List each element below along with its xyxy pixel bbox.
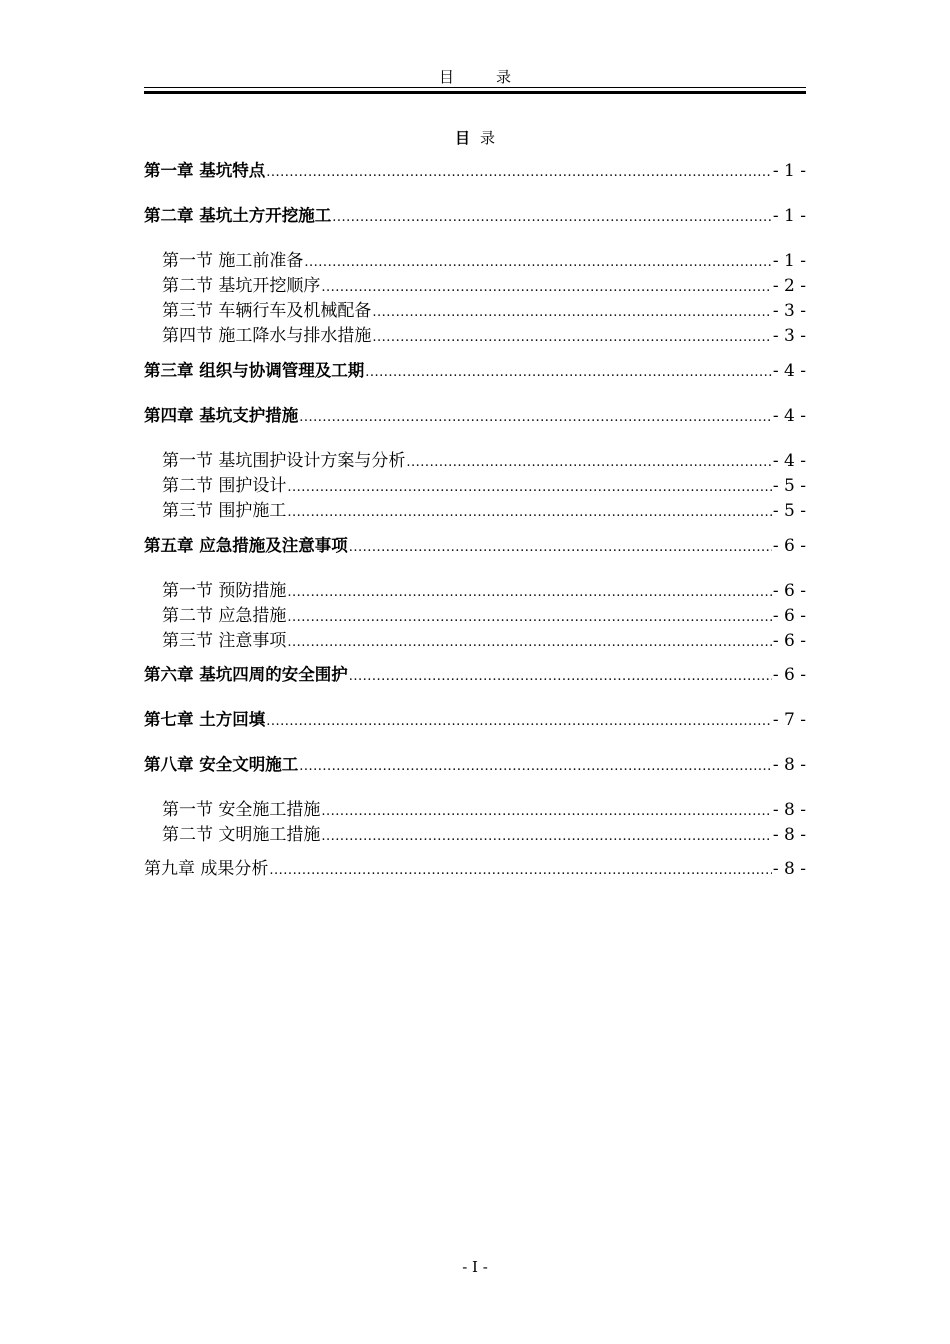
toc-entry[interactable] <box>162 475 806 499</box>
toc-entry[interactable] <box>144 664 806 688</box>
toc-entry-page: - 4 - <box>772 361 806 381</box>
toc-entry-page: - 4 - <box>772 451 806 471</box>
toc-entry[interactable] <box>144 754 806 778</box>
toc-entry-page: - 6 - <box>772 665 806 685</box>
toc-dot-leader <box>349 537 772 559</box>
footer-page-number: - I - <box>462 1258 488 1276</box>
toc-dot-leader <box>332 207 772 229</box>
toc-entry[interactable] <box>144 360 806 384</box>
toc-dot-leader <box>299 756 772 778</box>
toc-heading-prefix: 目 <box>454 129 470 147</box>
toc-entry[interactable] <box>144 405 806 429</box>
toc-entry[interactable] <box>162 580 806 604</box>
toc-dot-leader <box>299 407 772 429</box>
toc-entry-page: - 7 - <box>772 710 806 730</box>
toc-entry-title: 第七章 土方回填 <box>144 710 266 729</box>
toc-dot-leader <box>266 711 772 733</box>
toc-entry[interactable] <box>144 709 806 733</box>
toc-dot-leader <box>365 362 772 384</box>
toc-dot-leader <box>372 302 771 324</box>
toc-entry[interactable] <box>162 450 806 474</box>
toc-entry-page: - 6 - <box>772 536 806 556</box>
toc-entry-title: 第二节 文明施工措施 <box>162 825 321 845</box>
toc-dot-leader <box>321 801 771 823</box>
toc-heading-suffix: 录 <box>480 129 496 147</box>
toc-entry-page: - 6 - <box>772 581 806 601</box>
toc-entry-page: - 1 - <box>772 206 806 226</box>
toc-entry-title: 第一节 施工前准备 <box>162 251 304 271</box>
toc-entry-title: 第九章 成果分析 <box>144 859 269 879</box>
toc-entry-page: - 8 - <box>772 859 806 879</box>
toc-dot-leader <box>266 162 772 184</box>
toc-entry-title: 第三节 围护施工 <box>162 501 287 521</box>
toc-entry[interactable] <box>162 250 806 274</box>
toc-entry-page: - 4 - <box>772 406 806 426</box>
toc-entry-page: - 1 - <box>772 251 806 271</box>
toc-entry[interactable] <box>144 535 806 559</box>
toc-entry-title: 第二节 基坑开挖顺序 <box>162 276 321 296</box>
running-header-title: 目录 <box>438 68 553 86</box>
toc-dot-leader <box>304 252 771 274</box>
toc-entry[interactable] <box>144 160 806 184</box>
toc-entry-page: - 5 - <box>772 476 806 496</box>
toc-entry[interactable] <box>162 500 806 524</box>
toc-entry-page: - 2 - <box>772 276 806 296</box>
toc-entry-title: 第五章 应急措施及注意事项 <box>144 536 348 555</box>
toc-entry-title: 第一节 安全施工措施 <box>162 800 321 820</box>
toc-heading <box>0 127 950 148</box>
toc-entry-page: - 8 - <box>772 800 806 820</box>
toc-dot-leader <box>321 826 771 848</box>
toc-entry[interactable] <box>162 300 806 324</box>
toc-entry[interactable] <box>162 630 806 654</box>
toc-dot-leader <box>269 860 771 882</box>
toc-entry-title: 第二章 基坑土方开挖施工 <box>144 206 332 225</box>
header-rule-thick <box>144 91 806 94</box>
toc-dot-leader <box>406 452 771 474</box>
toc-entry-title: 第一节 基坑围护设计方案与分析 <box>162 451 406 471</box>
toc-entry-page: - 1 - <box>772 161 806 181</box>
toc-entry-title: 第二节 应急措施 <box>162 606 287 626</box>
toc-entry-title: 第三节 注意事项 <box>162 631 287 651</box>
toc-dot-leader <box>287 582 771 604</box>
toc-dot-leader <box>287 502 771 524</box>
toc-entry-title: 第三章 组织与协调管理及工期 <box>144 361 365 380</box>
toc-entry[interactable] <box>162 824 806 848</box>
toc-entry[interactable] <box>144 205 806 229</box>
toc-dot-leader <box>287 477 771 499</box>
toc-entry[interactable] <box>162 799 806 823</box>
toc-entry-title: 第八章 安全文明施工 <box>144 755 299 774</box>
toc-dot-leader <box>321 277 771 299</box>
toc-entry-title: 第一章 基坑特点 <box>144 161 266 180</box>
toc-entry[interactable] <box>162 605 806 629</box>
toc-entry-page: - 5 - <box>772 501 806 521</box>
toc-entry-page: - 6 - <box>772 606 806 626</box>
toc-entry-title: 第六章 基坑四周的安全围护 <box>144 665 348 684</box>
toc-entry-title: 第一节 预防措施 <box>162 581 287 601</box>
toc-dot-leader <box>372 327 771 349</box>
toc-dot-leader <box>287 632 771 654</box>
toc-entry-title: 第二节 围护设计 <box>162 476 287 496</box>
header-rule-thin <box>144 87 806 88</box>
toc-entry-page: - 6 - <box>772 631 806 651</box>
toc-entry-page: - 3 - <box>772 326 806 346</box>
toc-entry-page: - 8 - <box>772 825 806 845</box>
toc-entry-title: 第四章 基坑支护措施 <box>144 406 299 425</box>
toc-dot-leader <box>287 607 771 629</box>
toc-entry-page: - 3 - <box>772 301 806 321</box>
toc-entry[interactable] <box>162 325 806 349</box>
toc-entry-page: - 8 - <box>772 755 806 775</box>
toc-entry[interactable] <box>144 858 806 882</box>
toc-entry-title: 第四节 施工降水与排水措施 <box>162 326 372 346</box>
toc-entry-title: 第三节 车辆行车及机械配备 <box>162 301 372 321</box>
toc-entry[interactable] <box>162 275 806 299</box>
toc-dot-leader <box>349 666 772 688</box>
